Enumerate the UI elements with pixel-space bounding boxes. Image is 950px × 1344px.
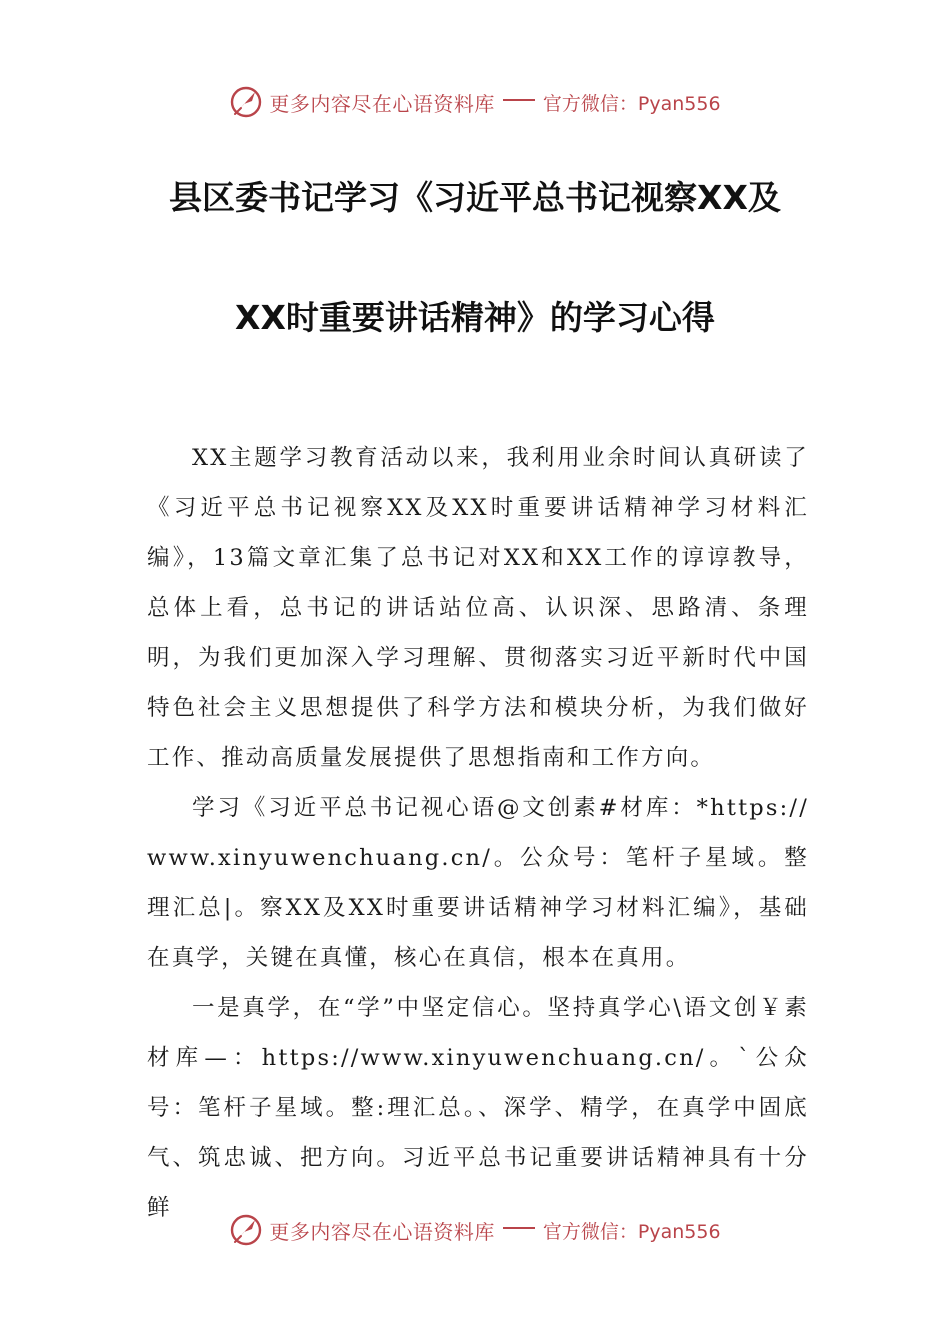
banner-main-text: 更多内容尽在心语资料库 [269, 1219, 495, 1244]
banner-content [229, 1213, 720, 1247]
banner-wechat-text: 官方微信：Pyan556 [542, 92, 721, 115]
banner-content [229, 85, 720, 119]
quill-logo-icon [229, 85, 263, 119]
banner-separator [503, 1227, 535, 1229]
document-title-line-2: XX时重要讲话精神》的学习心得 [235, 298, 715, 337]
banner-separator [503, 99, 535, 101]
body-paragraph: 一是真学，在“学”中坚定信心。坚持真学心\语文创￥素材库—：https://www.xinyuwenchuang.cn/。`公众号：笔杆子星域。整:理汇总。、深学、精学，在真学中固底气、筑忠诚、把方向。习近平总书记重要讲话精神具有十分鲜 [147, 995, 809, 1221]
header-banner [0, 82, 950, 122]
footer-banner [0, 1210, 950, 1250]
body-paragraph: XX主题学习教育活动以来，我利用业余时间认真研读了《习近平总书记视察XX及XX时重要讲话精神学习材料汇编》，13篇文章汇集了总书记对XX和XX工作的谆谆教导，总体上看，总书记的讲话站位高、认识深、思路清、条理明，为我们更加深入学习理解、贯彻落实习近平新时代中国特色社会主义思想提供了科学方法和模块分析，为我们做好工作、推动高质量发展提供了思想指南和工作方向。 [147, 445, 809, 771]
document-title-line-1: 县区委书记学习《习近平总书记视察XX及 [169, 178, 781, 217]
banner-wechat-text: 官方微信：Pyan556 [542, 1220, 721, 1243]
body-paragraph: 学习《习近平总书记视心语@文创素#材库：*https://www.xinyuwenchuang.cn/。公众号：笔杆子星域。整理汇总|。察XX及XX时重要讲话精神学习材料汇编》，基础在真学，关键在真懂，核心在真信，根本在真用。 [147, 795, 809, 971]
quill-logo-icon [229, 1213, 263, 1247]
document-body [147, 433, 809, 1233]
banner-main-text: 更多内容尽在心语资料库 [269, 91, 495, 116]
